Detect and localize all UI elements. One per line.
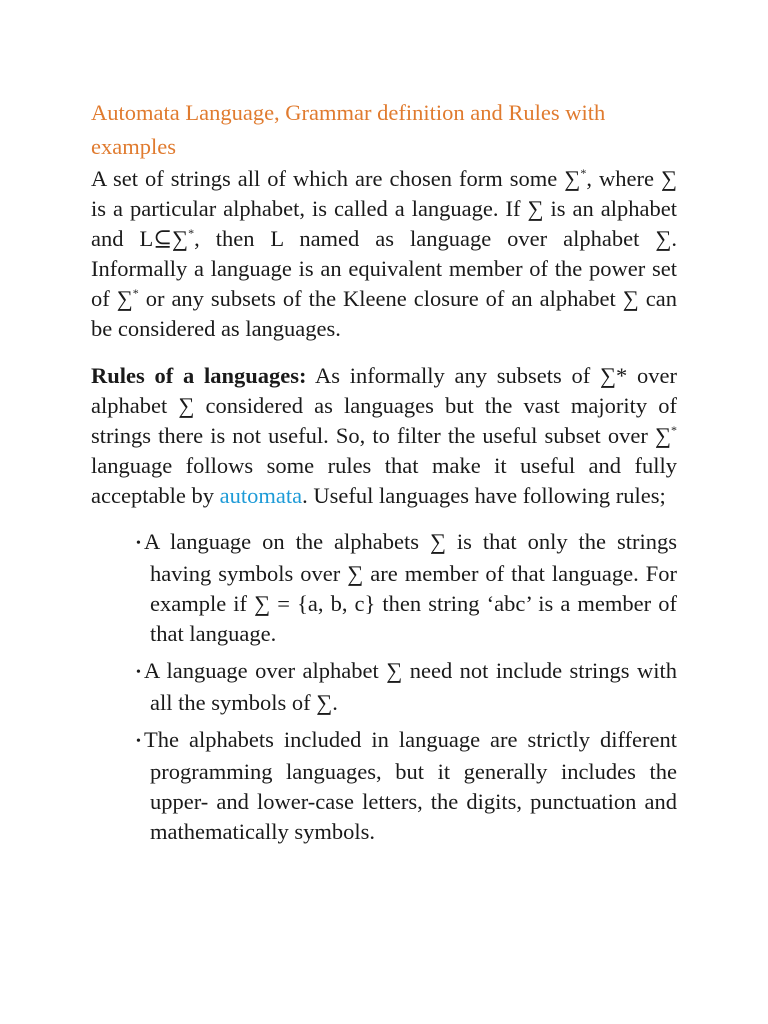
intro-text-2: , where ∑ is a particular alphabet, is called a language. If ∑ is an alphabet and L⊆∑ — [91, 166, 677, 251]
sigma-symbol: ∑ — [564, 166, 581, 191]
article-body — [91, 96, 677, 854]
rules-text-1: As informally any subsets of ∑* over alphabet ∑ considered as languages but the vast majority of strings there is not useful. So, to filter the useful subset over ∑ — [91, 363, 677, 448]
article-title: Automata Language, Grammar definition and Rules with examples — [91, 100, 606, 159]
intro-paragraph — [91, 164, 677, 344]
kleene-star-superscript: * — [132, 286, 139, 300]
rules-paragraph — [91, 361, 677, 511]
rules-text-2: language follows some rules that make it useful and fully acceptable by — [91, 453, 677, 508]
kleene-star-superscript: * — [580, 166, 587, 180]
kleene-star-superscript: * — [671, 423, 677, 437]
bullet-icon: • — [136, 665, 141, 680]
list-item — [91, 725, 677, 847]
kleene-star-superscript: * — [188, 226, 195, 240]
list-item-text: The alphabets included in language are strictly different programming languages, but it generally includes the upper- and lower-case letters, the digits, punctuation and mathematically symbols. — [144, 727, 677, 844]
list-item — [91, 527, 677, 649]
intro-text-4: or any subsets of the Kleene closure of an alphabet ∑ can be considered as languages. — [91, 286, 677, 341]
list-item-text: A language over alphabet ∑ need not include strings with all the symbols of ∑. — [144, 658, 677, 715]
bullet-icon: • — [136, 734, 141, 749]
intro-text-1: A set of strings all of which are chosen form some — [91, 166, 565, 191]
list-item — [91, 656, 677, 718]
rules-text-3: . Useful languages have following rules; — [302, 483, 666, 508]
intro-text-3: , then L named as language over alphabet ∑. Informally a language is an equivalent member of the power set of ∑ — [91, 226, 677, 311]
list-item-text: A language on the alphabets ∑ is that only the strings having symbols over ∑ are member of that language. For example if ∑ = {a, b, c} then string ‘abc’ is a member of that language. — [144, 529, 677, 646]
automata-link[interactable]: automata — [219, 483, 303, 508]
rules-list — [91, 527, 677, 847]
rules-heading: Rules of a languages: — [91, 363, 307, 388]
bullet-icon: • — [136, 536, 141, 551]
